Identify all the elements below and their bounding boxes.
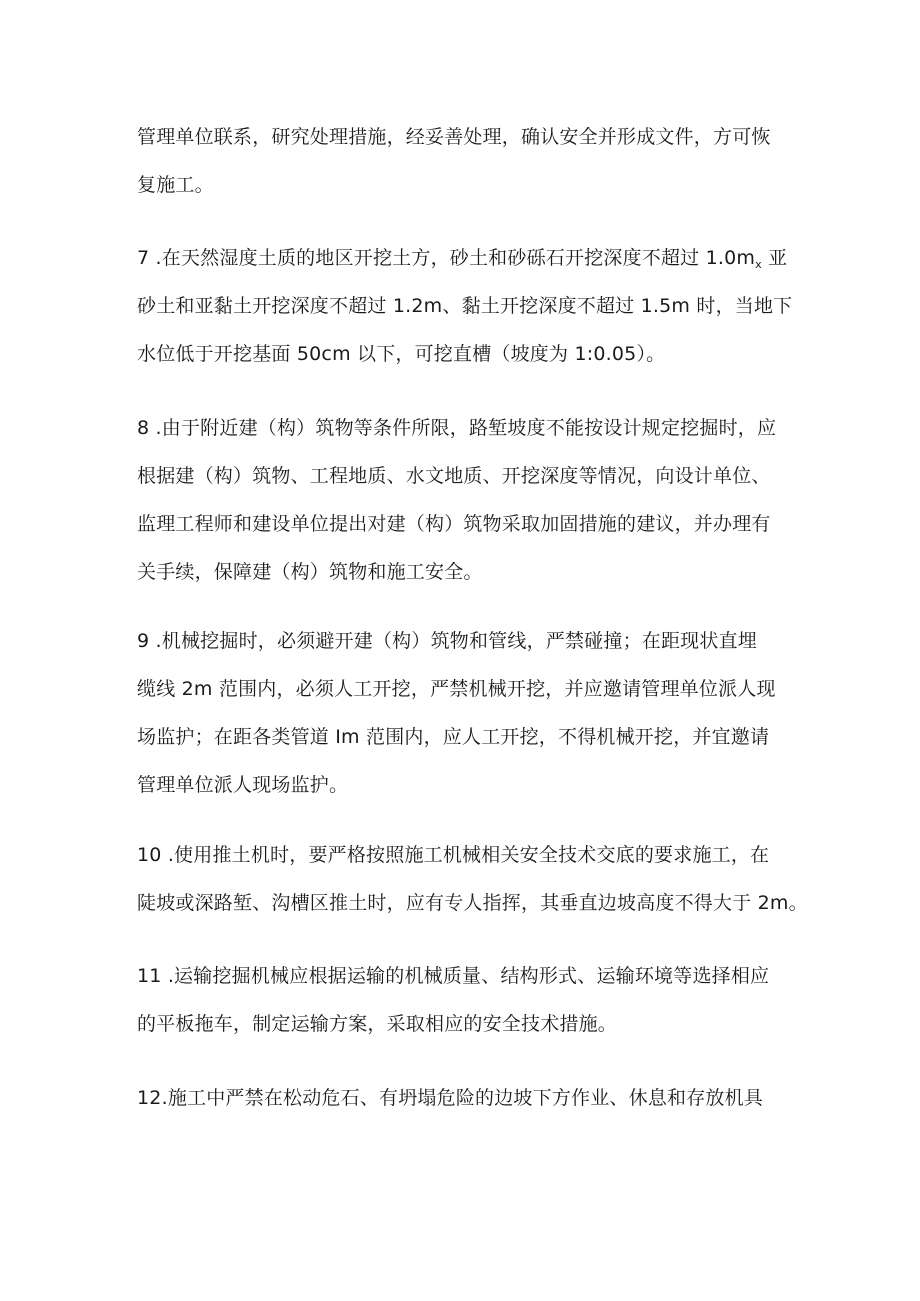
paragraph-item-9 xyxy=(137,617,837,809)
text-line: 缆线 2m 范围内，必须人工开挖，严禁机械开挖，并应邀请管理单位派人现 xyxy=(137,678,776,700)
text-line: 根据建（构）筑物、工程地质、水文地质、开挖深度等情况，向设计单位、 xyxy=(137,465,771,487)
paragraph-continuation xyxy=(137,113,837,209)
text-run: 亚 xyxy=(761,247,788,269)
text-line: 水位低于开挖基面 50cm 以下，可挖直槽（坡度为 1:0.05）。 xyxy=(137,343,666,365)
subscript-text: x xyxy=(755,258,762,271)
paragraph-item-10 xyxy=(137,831,837,927)
text-line: 监理工程师和建设单位提出对建（构）筑物采取加固措施的建议，并办理有 xyxy=(137,513,771,535)
text-line: 场监护；在距各类管道 Im 范围内，应人工开挖，不得机械开挖，并宜邀请 xyxy=(137,726,770,748)
text-line: 8 .由于附近建（构）筑物等条件所限，路堑坡度不能按设计规定挖掘时，应 xyxy=(137,417,777,439)
text-line xyxy=(137,234,837,282)
text-line: 12.施工中严禁在松动危石、有坍塌危险的边坡下方作业、休息和存放机具 xyxy=(137,1087,764,1109)
paragraph-item-8 xyxy=(137,404,837,596)
text-line: 9 .机械挖掘时，必须避开建（构）筑物和管线，严禁碰撞；在距现状直埋 xyxy=(137,630,757,652)
text-line: 陡坡或深路堑、沟槽区推土时，应有专人指挥，其垂直边坡高度不得大于 2m。 xyxy=(137,892,808,914)
text-line: 管理单位联系，研究处理措施，经妥善处理，确认安全并形成文件，方可恢 xyxy=(137,126,771,148)
text-line: 管理单位派人现场监护。 xyxy=(137,774,349,796)
text-line: 的平板拖车，制定运输方案，采取相应的安全技术措施。 xyxy=(137,1013,618,1035)
text-line: 关手续，保障建（构）筑物和施工安全。 xyxy=(137,561,483,583)
paragraph-item-11 xyxy=(137,952,837,1048)
paragraph-item-7 xyxy=(137,234,837,378)
text-line: 复施工。 xyxy=(137,174,214,196)
text-line: 11 .运输挖掘机械应根据运输的机械质量、结构形式、运输环境等选择相应 xyxy=(137,965,770,987)
text-line: 10 .使用推土机时，要严格按照施工机械相关安全技术交底的要求施工，在 xyxy=(137,844,770,866)
text-run: 7 .在天然湿度土质的地区开挖土方，砂土和砂砾石开挖深度不超过 1.0m xyxy=(137,247,756,269)
paragraph-item-12 xyxy=(137,1074,837,1122)
text-line: 砂土和亚黏土开挖深度不超过 1.2m、黏土开挖深度不超过 1.5m 时，当地下 xyxy=(137,295,793,317)
